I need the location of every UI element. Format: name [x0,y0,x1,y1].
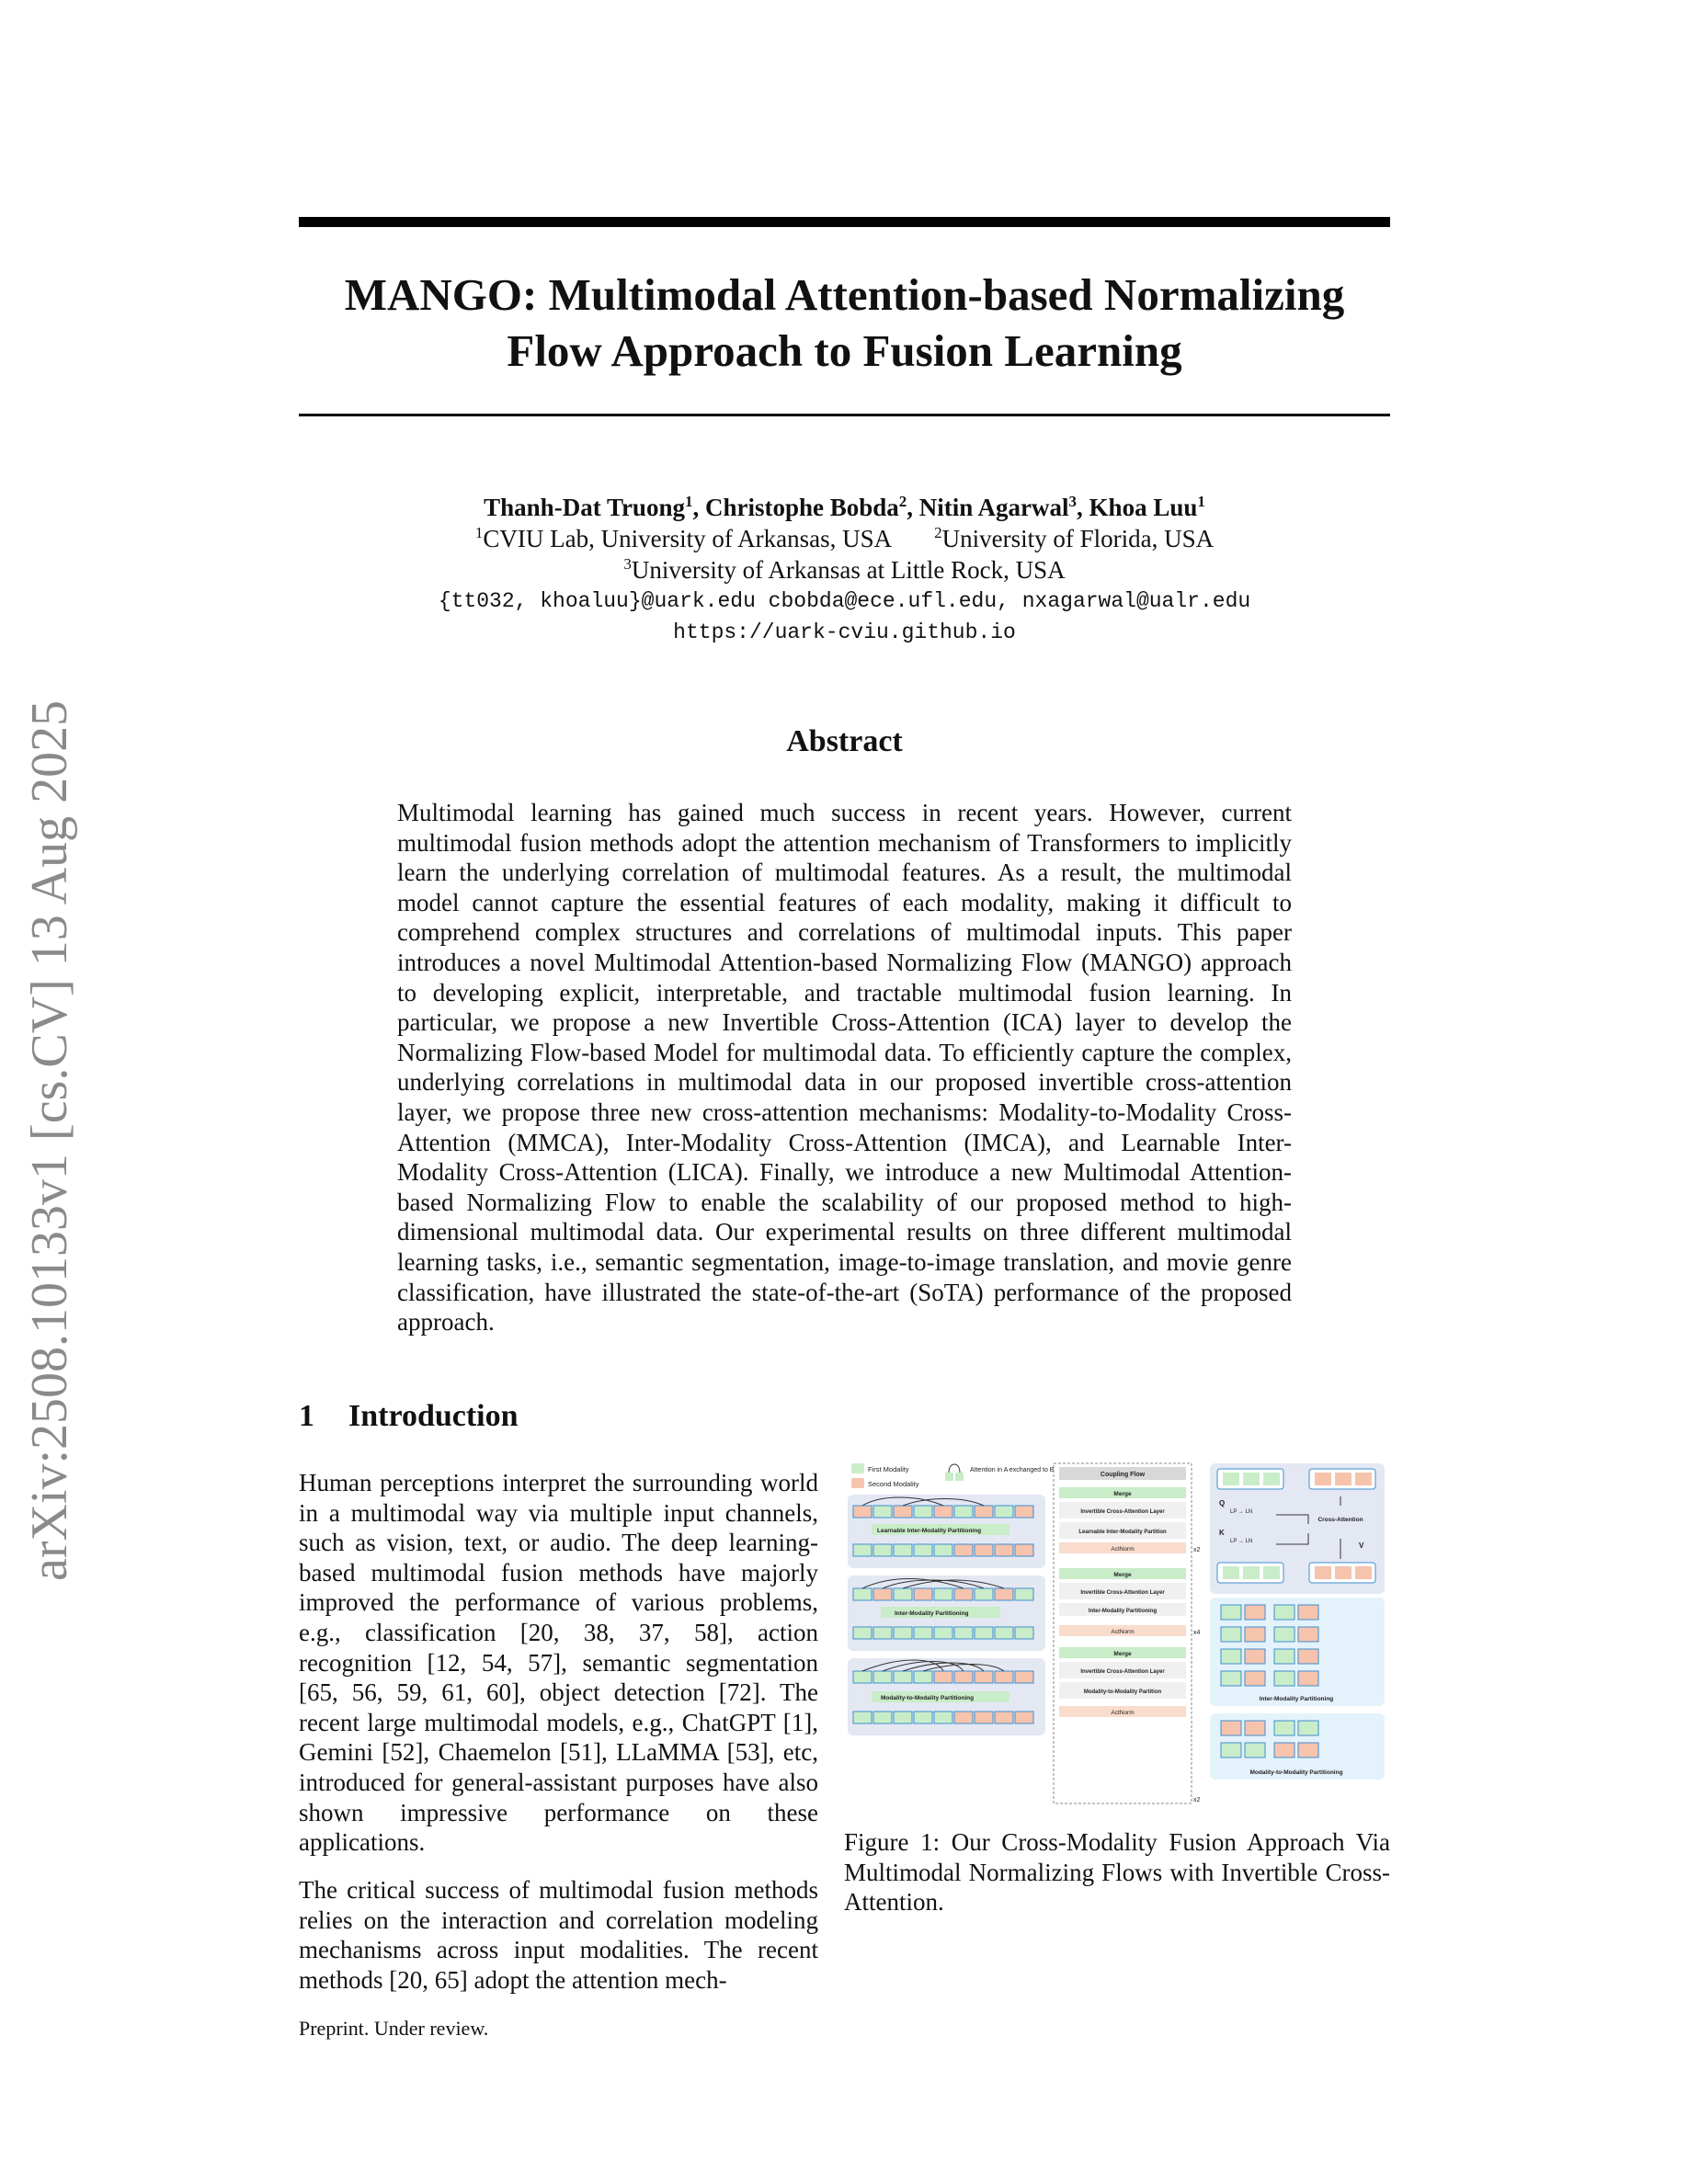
inter-partition-label: Inter-Modality Partitioning [895,1610,969,1617]
legend-first-label: First Modality [868,1465,909,1473]
affiliation: CVIU Lab, University of Arkansas, USA [483,525,891,552]
legend-attention-label: Attention in A exchanged to B [970,1467,1055,1473]
learnable-partition-label: Learnable Inter-Modality Partitioning [877,1528,982,1534]
author-name: Nitin Agarwal [918,494,1069,521]
actnorm-label: ActNorm [1111,1629,1135,1635]
repeat-label: x2 [1193,1797,1201,1803]
merge-label: Merge [1113,1572,1132,1578]
section-number: 1 [299,1399,314,1433]
author-emails: {tt032, khoaluu}@uark.edu cbobda@ece.ufl.edu, nxagarwal@ualr.edu [438,589,1251,613]
repeat-label: x4 [1193,1630,1201,1636]
legend-attention-cell [955,1473,964,1481]
preprint-footnote: Preprint. Under review. [299,2017,489,2040]
m2m-partition-label: Modality-to-Modality Partitioning [881,1695,975,1701]
value-label: V [1359,1541,1364,1550]
paper-title [299,267,1390,379]
affiliation: University of Arkansas at Little Rock, USA [631,556,1066,584]
lp-ln-label: LP → LN [1230,1539,1253,1544]
author-names: Thanh-Dat Truong$^1$, Christophe Bobda$^2$, Nitin Agarwal$^3$, Khoa Luu$^1$ [484,493,1205,521]
title-bottom-rule [299,414,1390,416]
token-row [853,1506,1033,1518]
affiliation-line-1 [299,523,1390,554]
intro-paragraph-2 [299,1875,818,1995]
abstract-text: Multimodal learning has gained much success in recent years. However, current multimodal fusion methods adopt the attention mechanism of Transformers to implicitly learn the underlying correlation of multimodal features. As a result, the multimodal model cannot capture the essential features of each modality, making it difficult to comprehend complex structures and correlations of multimodal inputs. This paper introduces a novel Multimodal Attention-based Normalizing Flow (MANGO) approach to developing explicit, interpretable, and tractable multimodal fusion learning. In particular, we propose a new Invertible Cross-Attention (ICA) layer to develop the Normalizing Flow-based Model for multimodal data. To efficiently capture the complex, underlying correlations in multimodal data in our proposed invertible cross-attention layer, we propose three new cross-attention mechanisms: Modality-to-Modality Cross-Attention (MMCA), Inter-Modality Cross-Attention (IMCA), and Learnable Inter-Modality Cross-Attention (LICA). Finally, we introduce a new Multimodal Attention-based Normalizing Flow to enable the scalability of our proposed method to high-dimensional multimodal data. Our experimental results on three different multimodal learning tasks, i.e., semantic segmentation, image-to-image translation, and movie genre classification, have illustrated the state-of-the-art (SoTA) performance of the proposed approach. [397,799,1292,1337]
author-name: Christophe Bobda [704,494,899,521]
legend-attention-cell [945,1473,953,1481]
author-affil-sup: 2 [898,493,907,510]
ica-layer-label: Invertible Cross-Attention Layer [1080,1669,1165,1675]
project-website-link[interactable]: https://uark-cviu.github.io [673,620,1016,644]
author-name: Khoa Luu [1089,494,1198,521]
author-affil-sup: 1 [1197,493,1205,510]
figure-1-caption: Figure 1: Our Cross-Modality Fusion Approach Via Multimodal Normalizing Flows with Invertible Cross-Attention. [844,1828,1390,1917]
ica-layer-label: Invertible Cross-Attention Layer [1080,1509,1165,1515]
flow-title: Coupling Flow [1100,1472,1146,1478]
arxiv-identifier-stamp: arXiv:2508.10133v1 [cs.CV] 13 Aug 2025 [21,700,78,1581]
author-name: Thanh-Dat Truong [484,494,685,521]
section-heading-introduction [299,1399,519,1434]
actnorm-label: ActNorm [1111,1546,1135,1553]
intro-paragraph-1: Human perceptions interpret the surrounding world in a multimodal way via multiple input channels, such as vision, text, or audio. The deep learning-based multimodal fusion methods have majorly improved the performance of various problems, e.g., classification [20, 38, 37, 58], action recognition [12, 54, 57], semantic segmentation [65, 56, 59, 61, 60], object detection [72]. The recent large multimodal models, e.g., ChatGPT [1], Gemini [52], Chaemelon [51], LLaMMA [53], etc, introduced for general-assistant purposes have also shown impressive performance on these applications. [299,1469,818,1857]
title-top-rule [299,217,1390,227]
key-label: K [1219,1529,1225,1537]
cross-attention-label: Cross-Attention [1317,1517,1363,1523]
m2m-partition-flow-label: Modality-to-Modality Partition [1083,1689,1162,1695]
affiliation-line-2 [299,554,1390,586]
author-block [299,492,1390,648]
repeat-label: x2 [1193,1547,1201,1553]
affil-sup: 3 [623,555,632,573]
abstract-heading: Abstract [786,724,903,758]
merge-label: Merge [1113,1651,1132,1657]
ica-layer-label: Invertible Cross-Attention Layer [1080,1590,1165,1596]
affiliation: University of Florida, USA [941,525,1215,552]
lica-partition-label: Learnable Inter-Modality Partition [1078,1530,1167,1535]
legend-first-swatch [851,1463,864,1473]
figure-1-diagram [844,1460,1390,1807]
title-line-1: MANGO: Multimodal Attention-based Normalizing [344,269,1345,320]
actnorm-label: ActNorm [1111,1710,1135,1716]
merge-label: Merge [1113,1491,1132,1497]
title-line-2: Flow Approach to Fusion Learning [507,325,1182,376]
author-affil-sup: 3 [1068,493,1078,510]
section-title: Introduction [348,1399,519,1433]
inter-modality-grid-label: Inter-Modality Partitioning [1259,1696,1334,1702]
affil-sup: 1 [474,524,484,541]
inter-partition-flow-label: Inter-Modality Partitioning [1088,1609,1158,1614]
lp-ln-label: LP → LN [1230,1509,1253,1515]
author-affil-sup: 1 [684,493,693,510]
m2m-grid-label: Modality-to-Modality Partitioning [1249,1769,1343,1776]
affil-sup: 2 [934,524,942,541]
legend-attention-arc [949,1464,960,1473]
legend-second-swatch [851,1478,864,1488]
query-label: Q [1219,1499,1226,1507]
legend-second-label: Second Modality [868,1480,919,1488]
intro-paragraph-2-text: The critical success of multimodal fusion methods relies on the interaction and correlation modeling mechanisms across input modalities. The recent methods [20, 65] adopt the attention mech- [299,1876,818,1994]
